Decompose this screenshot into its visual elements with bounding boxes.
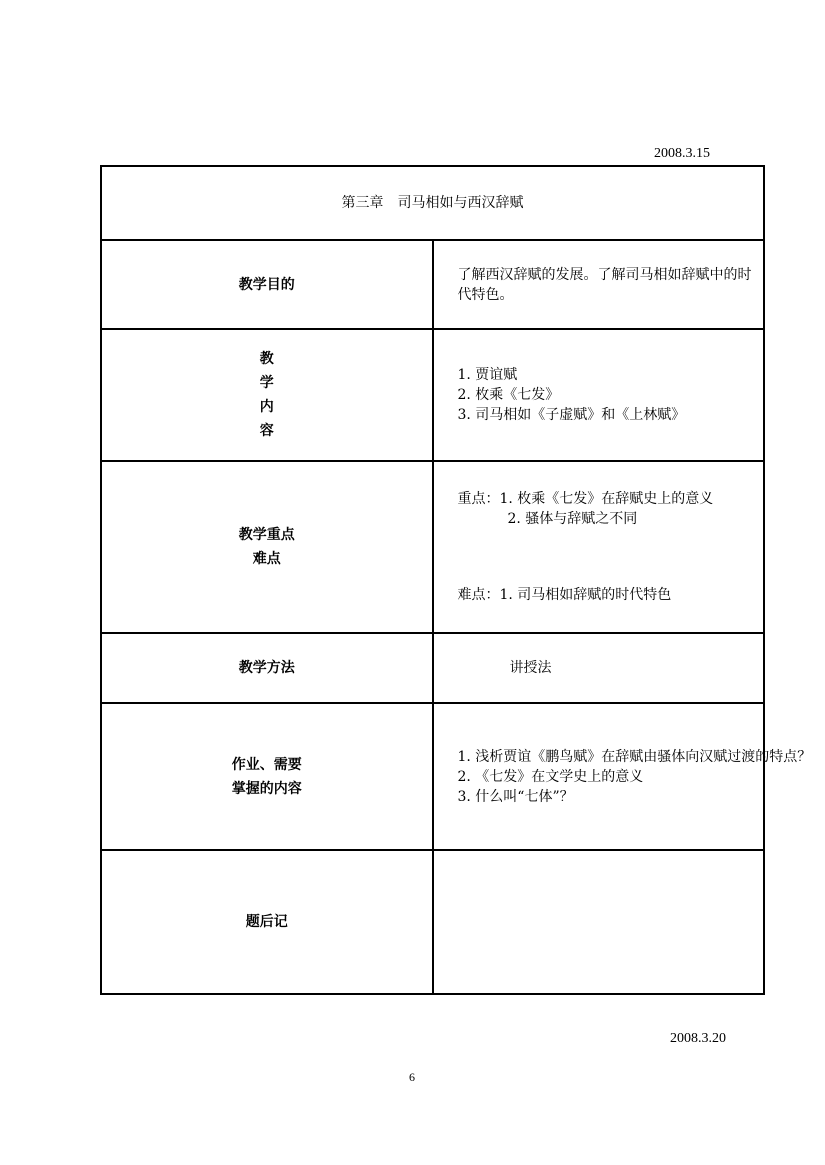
teaching-method-cell [433,633,765,703]
lesson-plan-table [100,165,812,995]
focus-line: 重点：1. 枚乘《七发》在辞赋史上的意义 [457,491,714,507]
label-key-points [101,461,433,633]
label-line: 教学重点 [238,527,295,543]
label-homework [101,703,433,850]
row-teaching-content [101,329,764,461]
chapter-title: 第三章 司马相如与西汉辞赋 [101,166,764,240]
list-item: 2. 《七发》在文学史上的意义 [457,768,644,785]
page-number: 6 [409,1070,415,1084]
label-line: 难点 [252,551,281,567]
list-item: 3. 什么叫“七体”？ [457,788,574,805]
homework-list [433,703,812,850]
header-date: 2008.3.15 [654,146,710,161]
label-char: 内 [259,399,274,415]
notes-text [433,850,765,994]
footer-date: 2008.3.20 [670,1031,726,1046]
label-teaching-method: 教学方法 [101,633,433,703]
row-notes [101,850,764,994]
label-teaching-goal: 教学目的 [101,240,433,329]
teaching-method-text: 讲授法 [509,660,552,676]
teaching-content-list [433,329,765,461]
row-teaching-goal [101,240,764,329]
row-teaching-method [101,633,764,703]
label-char: 容 [259,423,274,439]
label-notes: 题后记 [101,850,433,994]
focus-line: 2. 骚体与辞赋之不同 [507,511,638,527]
teaching-goal-text: 了解西汉辞赋的发展。了解司马相如辞赋中的时代特色。 [433,240,765,329]
list-item: 1. 浅析贾谊《鹏鸟赋》在辞赋由骚体向汉赋过渡的特点？ [457,748,812,765]
row-key-points [101,461,764,633]
key-points-text [433,461,765,633]
list-item: 3. 司马相如《子虚赋》和《上林赋》 [457,407,686,423]
label-teaching-content [101,329,433,461]
difficulty-line: 难点：1. 司马相如辞赋的时代特色 [457,587,672,603]
label-char: 学 [259,375,274,391]
label-line: 掌握的内容 [231,780,302,797]
label-line: 作业、需要 [231,756,302,773]
row-homework [101,703,764,850]
label-char: 教 [259,351,274,367]
list-item: 1. 贾谊赋 [457,367,518,383]
list-item: 2. 枚乘《七发》 [457,387,560,403]
